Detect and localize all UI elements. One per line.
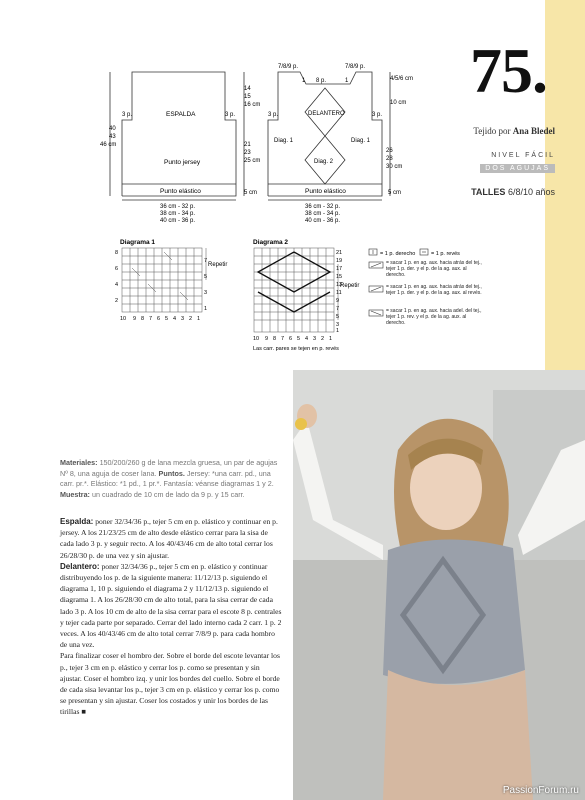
back-label: ESPALDA xyxy=(166,111,196,118)
diagram1-col-8: 8 xyxy=(141,316,145,322)
diagram2-row-3: 3 xyxy=(336,322,340,328)
materials-text: 150/200/260 g de lana mezcla gruesa, un par de agujas Nº 8, una aguja de coser lana. xyxy=(60,458,278,478)
finish-instructions xyxy=(60,650,282,717)
diagram1-col-9: 9 xyxy=(133,316,137,322)
armhole-height-2: 15 xyxy=(244,94,251,100)
diagram1-row-8: 8 xyxy=(115,250,119,256)
back-armhole-stitches-right: 3 p. xyxy=(225,112,236,118)
back-stitch-label: Punto jersey xyxy=(164,159,201,166)
neck-center: 8 p. xyxy=(316,78,327,84)
diagram2-row-1: 1 xyxy=(336,328,340,334)
back-instructions-text: poner 32/34/36 p., tejer 5 cm en p. elástico y continuar en p. jersey. A los 21/23/25 cm de alto desde elástico cerrar para la sisa de cada lado 3 p. y seguir recto. A los 40/43/46 cm de alto total cerrar los 26/28/30 p. de una vez y sin ajustar. xyxy=(60,517,278,560)
diag1-right: Diag. 1 xyxy=(351,138,371,144)
diagram1-row-2: 2 xyxy=(115,298,119,304)
legend-cross-left: = sacar 1 p. en ag. aux. hacia adel. del tej., tejer 1 p. rev. y el p. de la ag. aux. al derecho. xyxy=(386,308,482,326)
sizes-value: 6/8/10 años xyxy=(507,187,555,197)
points-label: Puntos. xyxy=(158,468,185,478)
diagram2-row-19: 19 xyxy=(336,258,343,264)
diagram1-col-7: 7 xyxy=(149,316,153,322)
diagram1-row-5: 5 xyxy=(204,274,208,280)
back-width-2: 38 cm - 34 p. xyxy=(160,211,196,217)
back-width-1: 36 cm - 32 p. xyxy=(160,204,196,210)
front-rib-label: Punto elástico xyxy=(305,188,346,195)
diagram2-row-17: 17 xyxy=(336,266,343,272)
designer-prefix: Tejido por xyxy=(473,126,511,136)
diagram1-col-6: 6 xyxy=(157,316,161,322)
back-height-3: 46 cm xyxy=(100,142,117,148)
back-armhole-stitches: 3 p. xyxy=(122,112,133,118)
diagram1-title: Diagrama 1 xyxy=(120,239,156,246)
front-label: DELANTERO xyxy=(308,111,345,117)
diagram1-col-2: 2 xyxy=(189,316,193,322)
back-instructions-label: Espalda: xyxy=(60,517,94,526)
front-schematic xyxy=(268,72,390,200)
body-height-2: 23 xyxy=(244,150,251,156)
diagram2-row-15: 15 xyxy=(336,274,343,280)
diagram2-row-13: 13 xyxy=(336,282,343,288)
diagram1-row-4: 4 xyxy=(115,282,119,288)
diagram2-col-5: 5 xyxy=(297,336,301,342)
back-height-1: 40 xyxy=(109,126,116,132)
neck-side-right: 1 xyxy=(345,78,349,84)
diagram2-col-1: 1 xyxy=(329,336,333,342)
designer-name: Ana Bledel xyxy=(512,126,555,136)
legend-cross-right: = sacar 1 p. en ag. aux. hacia atrás del tej., tejer 1 p. der. y el p. de la ag. aux. al derecho. xyxy=(386,260,482,278)
back-rib-label: Punto elástico xyxy=(160,188,201,195)
diagram2-grid xyxy=(254,248,334,332)
diagram2-row-21: 21 xyxy=(336,250,343,256)
diagram1-col-1: 1 xyxy=(197,316,201,322)
front-armhole-left: 3 p. xyxy=(268,112,279,118)
diagram2-row-9: 9 xyxy=(336,298,340,304)
armhole-height-1: 14 xyxy=(244,86,251,92)
front-instructions-label: Delantero: xyxy=(60,561,100,571)
instructions-block xyxy=(60,516,282,718)
diagram1-col-4: 4 xyxy=(173,316,177,322)
diagram1-row-1: 1 xyxy=(204,306,208,312)
armhole-height-3: 16 cm xyxy=(244,102,261,108)
technique-badge: DOS AGUJAS xyxy=(480,164,555,173)
back-schematic xyxy=(110,72,244,200)
diag2-label: Diag. 2 xyxy=(314,159,334,165)
front-height-1: 26 xyxy=(386,148,393,154)
pattern-number: 75. xyxy=(470,35,547,106)
sample-text: un cuadrado de 10 cm de lado da 9 p. y 15 carr. xyxy=(91,489,245,499)
difficulty-level: NIVEL FÁCIL xyxy=(491,152,555,159)
back-instructions xyxy=(60,516,282,561)
diagram1-row-7: 7 xyxy=(204,258,208,264)
front-instructions-text: poner 32/34/36 p., tejer 5 cm en p. elástico y continuar distribuyendo los p. de la siguiente manera: 11/12/13 p. siguiendo el diagrama 1, 10 p. siguiendo el diagrama 2 y 11/12/13 p. siguiendo el diagrama 1. A los 26/28/30 cm de alto total, para la sisa cerrar de cada lado 3 p. A los 10 cm de alto de la sisa cerrar para el escote 8 p. centrales y tejer cada parte por separado. Cerrar del lado interno cada 2 carr. 1 p. 2 veces. A los 40/43/46 cm de alto total cerrar 7/8/9 p. para cada hombro de una vez. xyxy=(60,561,282,650)
neck-side-left: 1 xyxy=(302,78,306,84)
shoulder-right: 7/8/9 p. xyxy=(345,64,366,70)
body-height-3: 25 cm xyxy=(244,158,261,164)
diagram2-repeat: Repetir xyxy=(340,283,360,289)
legend-purl: = 1 p. revés xyxy=(431,251,460,257)
diagram1-repeat: Repetir xyxy=(208,262,228,268)
front-neck-cm: 10 cm xyxy=(390,100,407,106)
materials-block xyxy=(60,458,280,500)
diagram2-row-7: 7 xyxy=(336,306,340,312)
diagram1-col-3: 3 xyxy=(181,316,185,322)
diagram2-col-6: 6 xyxy=(289,336,293,342)
watermark: PassionForum.ru xyxy=(502,785,579,796)
diagram2-row-11: 11 xyxy=(336,290,342,296)
body-height-1: 21 xyxy=(244,142,251,148)
model-photo xyxy=(293,370,585,800)
front-width-3: 40 cm - 36 p. xyxy=(305,218,341,224)
sample-label: Muestra: xyxy=(60,489,90,499)
points-text: Jersey: *una carr. pd., una carr. pr.*. Elástico: *1 pd., 1 pr.*. Fantasía: véanse diagramas 1 y 2. xyxy=(60,468,274,489)
model-illustration xyxy=(293,370,585,800)
end-mark: ■ xyxy=(81,707,86,717)
diagram2-col-3: 3 xyxy=(313,336,317,342)
legend-cross-right-purl: = sacar 1 p. en ag. aux. hacia atrás del tej., tejer 1 p. der. y el p. de la ag. aux. al revés. xyxy=(386,284,482,296)
diagram2-col-4: 4 xyxy=(305,336,309,342)
rib-height-front: 5 cm xyxy=(388,190,402,196)
even-rows-note: Las carr. pares se tejen en p. revés xyxy=(253,346,339,352)
rib-height-back: 5 cm xyxy=(244,190,258,196)
legend-knit: = 1 p. derecho xyxy=(380,251,416,257)
sizes-label: TALLES xyxy=(471,187,506,197)
front-armhole-right: 3 p. xyxy=(372,112,383,118)
back-width-3: 40 cm - 36 p. xyxy=(160,218,196,224)
shoulder-left: 7/8/9 p. xyxy=(278,64,299,70)
diag1-left: Diag. 1 xyxy=(274,138,294,144)
diagram1-col-10: 10 xyxy=(120,316,127,322)
diagram1-col-5: 5 xyxy=(165,316,169,322)
garment-schematic xyxy=(0,0,545,360)
finish-instructions-text: Para finalizar coser el hombro der. Sobre el borde del escote levantar los p., tejer 3 cm en p. elástico y cerrar los p. como se presentan y sin ajustar. Coser el hombro izq. y unir los bordes del cuello. Sobre el borde de cada sisa levantar los p., tejer 3 cm en p. elástico y cerrar los p. como se presentan y sin ajustar. Coser los costados y unir los bordes de las tirillas xyxy=(60,651,280,717)
diagram1-grid xyxy=(122,248,206,312)
diagram2-col-9: 9 xyxy=(265,336,269,342)
materials-label: Materiales: xyxy=(60,458,98,467)
neck-depth: 4/5/6 cm xyxy=(390,76,414,82)
front-width-1: 36 cm - 32 p. xyxy=(305,204,341,210)
front-width-2: 38 cm - 34 p. xyxy=(305,211,341,217)
diagram2-col-10: 10 xyxy=(253,336,260,342)
front-height-2: 28 xyxy=(386,156,393,162)
diagram1-row-3: 3 xyxy=(204,290,208,296)
back-height-2: 43 xyxy=(109,134,116,140)
decorative-color-strip xyxy=(545,0,585,372)
diagram2-title: Diagrama 2 xyxy=(253,239,289,246)
diagram2-col-8: 8 xyxy=(273,336,277,342)
diagram1-row-6: 6 xyxy=(115,266,119,272)
diagram2-col-7: 7 xyxy=(281,336,285,342)
front-instructions xyxy=(60,561,282,651)
diagram2-row-5: 5 xyxy=(336,314,340,320)
diagram2-col-2: 2 xyxy=(321,336,325,342)
front-height-3: 30 cm xyxy=(386,164,403,170)
